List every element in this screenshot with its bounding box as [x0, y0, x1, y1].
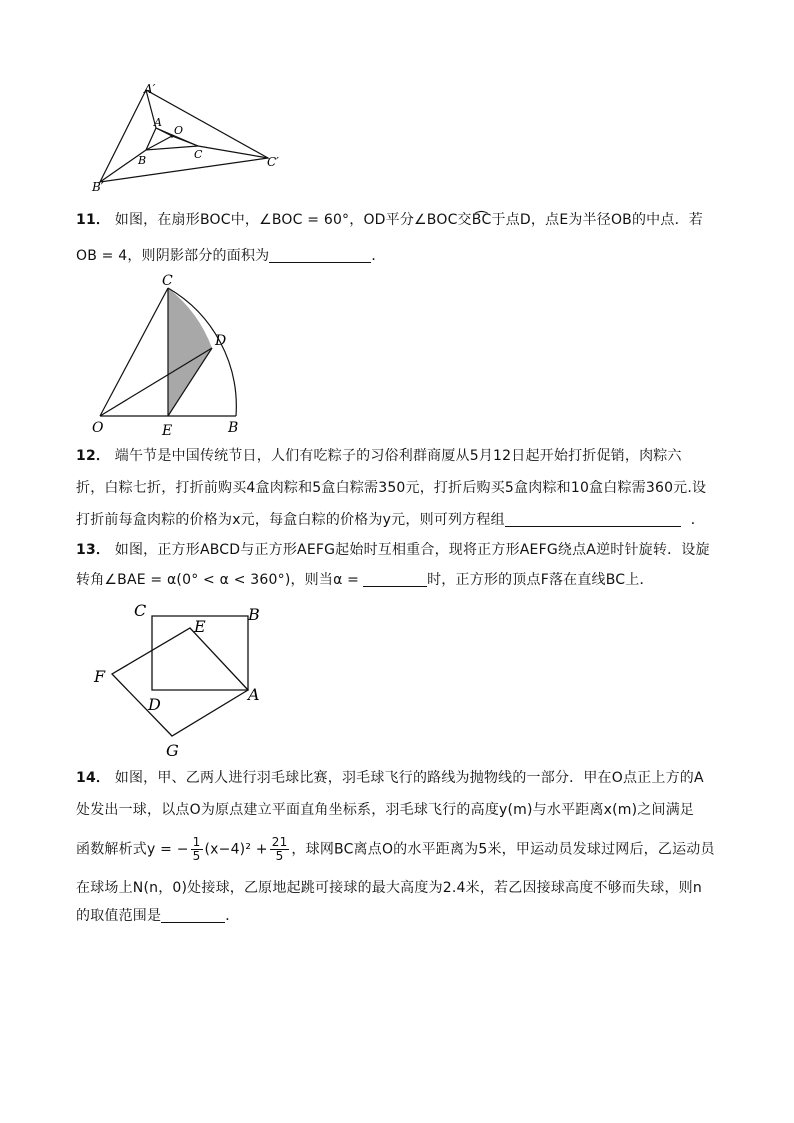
label-o: O	[174, 124, 184, 137]
q13-line-1	[76, 540, 710, 560]
label-c-prime: C′	[267, 155, 279, 169]
segment-o-c	[172, 136, 198, 146]
square-aefg	[112, 628, 248, 736]
q14-text-2: 处发出一球，以点O为原点建立平面直角坐标系，羽毛球飞行的高度y(m)与水平距离x(m)之间满足	[76, 802, 695, 818]
label-c: C	[134, 601, 147, 620]
q12-answer-blank[interactable]	[505, 512, 681, 527]
q11-text-2-end: ．	[371, 248, 386, 264]
q14-line-3	[76, 836, 715, 863]
label-o: O	[92, 420, 104, 436]
triangle-a-prime-b-prime-c-prime	[100, 90, 268, 182]
segment-o-d	[100, 348, 212, 416]
q14-fraction-1-denominator: 5	[192, 849, 201, 863]
q14-number: 14．	[76, 770, 111, 786]
label-e: E	[194, 617, 206, 636]
q14-text-3-start: 函数解析式y = −	[76, 841, 189, 858]
triangle-abc	[146, 128, 198, 150]
label-a-prime: A′	[144, 82, 156, 96]
q14-fraction-1-numerator: 1	[192, 835, 201, 849]
label-b: B	[228, 420, 239, 436]
q13-number: 13．	[76, 542, 111, 558]
label-c: C	[162, 273, 173, 289]
q14-text-4: 在球场上N(n，0)处接球，乙原地起跳可接球的最大高度为2.4米，若乙因接球高度不够而失球，则n	[76, 880, 702, 896]
label-g: G	[166, 741, 179, 760]
q11-text-1: 如图，在扇形BOC中，∠BOC = 60°，OD平分∠BOC交B͡C于点D，点E为半径OB的中点．若	[114, 212, 703, 228]
q12-text-1: 端午节是中国传统节日，人们有吃粽子的习俗利群商厦从5月12日起开始打折促销，肉粽六	[114, 448, 682, 464]
q12-line-3	[76, 510, 705, 530]
q11-text-2: OB = 4，则阴影部分的面积为	[76, 248, 270, 264]
q14-fraction-2-numerator: 21	[271, 835, 288, 849]
q13-text-1: 如图，正方形ABCD与正方形AEFG起始时互相重合，现将正方形AEFG绕点A逆时针旋转．设旋	[114, 542, 710, 558]
q12-text-2: 折，白粽七折，打折前购买4盒肉粽和5盒白粽需350元，打折后购买5盒肉粽和10盒白粽需360元.设	[76, 480, 707, 496]
q11-line-2	[76, 246, 386, 266]
q12-text-3: 打折前每盒肉粽的价格为x元，每盒白粽的价格为y元，则可列方程组	[76, 512, 505, 528]
q14-fraction-2-denominator: 5	[275, 849, 284, 863]
q14-fraction-1	[191, 836, 203, 863]
q11-answer-blank[interactable]	[269, 248, 371, 263]
q14-text-3-mid: (x−4)² +	[204, 841, 268, 858]
figure-q10	[90, 78, 290, 196]
q14-line-1	[76, 768, 704, 788]
segment-o-c	[100, 288, 168, 416]
q14-fraction-2	[270, 836, 290, 863]
label-a: A	[248, 685, 260, 704]
q14-text-5-end: ．	[225, 908, 240, 924]
q14-line-2	[76, 800, 694, 820]
label-b-prime: B′	[92, 180, 104, 194]
q12-line-2	[76, 478, 706, 498]
label-d: D	[148, 695, 161, 714]
q14-answer-blank[interactable]	[161, 908, 225, 923]
label-f: F	[94, 667, 106, 686]
label-d: D	[215, 333, 227, 349]
label-b: B	[138, 154, 147, 167]
q14-text-3-end: ，球网BC离点O的水平距离为5米，甲运动员发球过网后，乙运动员	[291, 841, 715, 858]
q14-text-5: 的取值范围是	[76, 908, 162, 924]
q13-line-2	[76, 570, 654, 590]
label-a: A	[154, 116, 162, 129]
segment-o-a	[156, 128, 172, 136]
q12-line-1	[76, 446, 682, 466]
q13-text-2: 转角∠BAE = α(0° < α < 360°)，则当α =	[76, 572, 360, 588]
label-e: E	[162, 423, 173, 439]
label-b: B	[248, 605, 260, 624]
q14-line-5	[76, 906, 239, 926]
q13-text-2-end: 时，正方形的顶点F落在直线BC上．	[427, 572, 654, 588]
q11-number: 11．	[76, 212, 111, 228]
q12-number: 12．	[76, 448, 111, 464]
label-c: C	[194, 148, 203, 161]
q12-text-3-end: ．	[690, 512, 705, 528]
q11-line-1	[76, 210, 703, 230]
q14-text-1: 如图，甲、乙两人进行羽毛球比赛，羽毛球飞行的路线为抛物线的一部分．甲在O点正上方的A	[114, 770, 704, 786]
figure-q11	[88, 272, 248, 442]
q14-line-4	[76, 878, 702, 898]
q13-answer-blank[interactable]	[363, 572, 427, 587]
figure-q13	[90, 598, 270, 760]
